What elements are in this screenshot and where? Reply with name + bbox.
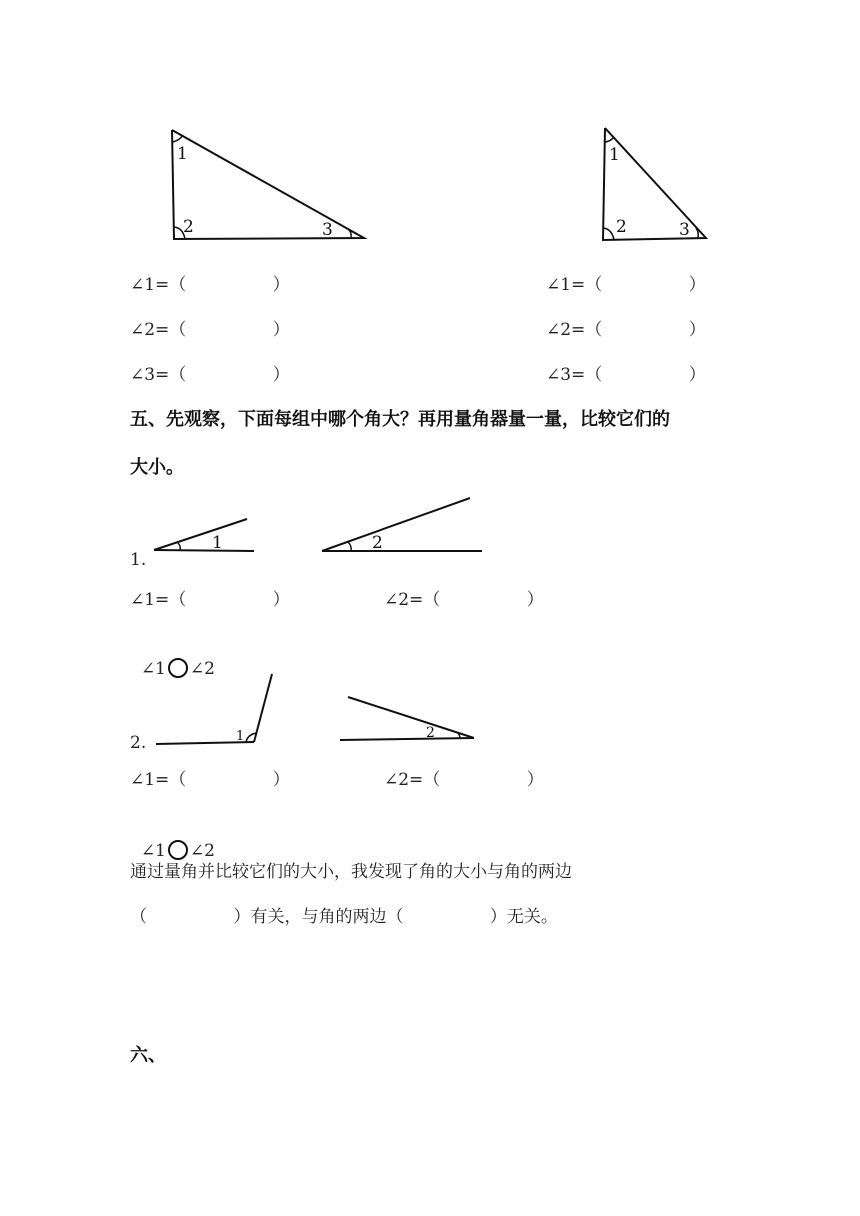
triangle-right-label-2: 2 <box>616 217 627 237</box>
group1-angle2-figure <box>318 494 488 556</box>
section5-heading-line2: 大小。 <box>130 457 184 478</box>
right-angle3-answer: ∠3=（ ） <box>546 365 706 385</box>
angle-arc-right-2 <box>603 228 614 240</box>
group1-angle1-arc <box>178 543 180 550</box>
triangle-left-label-1: 1 <box>177 144 188 164</box>
conclusion-line1: 通过量角并比较它们的大小，我发现了角的大小与角的两边 <box>130 862 572 882</box>
group2-compare-right: ∠2 <box>189 841 215 861</box>
right-angle1-answer: ∠1=（ ） <box>546 275 706 295</box>
group1-compare-left: ∠1 <box>140 659 166 679</box>
section5-heading-line1: 五、先观察，下面每组中哪个角大？再用量角器量一量，比较它们的 <box>130 409 670 430</box>
triangle-left-label-3: 3 <box>322 220 333 240</box>
compare-circle-blank[interactable] <box>168 840 188 860</box>
group1-angle1-figure <box>150 512 260 557</box>
angle-arc-left-1 <box>173 135 183 142</box>
group1-angle2-label: 2 <box>372 533 383 553</box>
group1-angle2-arc <box>348 542 351 551</box>
section6-heading: 六、 <box>130 1045 166 1066</box>
triangle-left-outline <box>172 130 364 239</box>
group2-angle1-label: 1 <box>236 729 245 744</box>
triangle-right-label-1: 1 <box>609 145 620 165</box>
conclusion-line2: （ ）有关，与角的两边（ ）无关。 <box>130 907 558 927</box>
left-angle1-answer: ∠1=（ ） <box>130 275 290 295</box>
group2-angle2-figure <box>336 692 481 744</box>
group2-number: 2. <box>130 733 147 753</box>
group1-number: 1. <box>130 550 147 570</box>
group1-compare-right: ∠2 <box>189 659 215 679</box>
group2-answer2: ∠2=（ ） <box>384 770 544 790</box>
group2-angle2-label: 2 <box>426 725 435 741</box>
group2-compare <box>130 820 215 861</box>
left-angle2-answer: ∠2=（ ） <box>130 320 290 340</box>
group2-answer1: ∠1=（ ） <box>130 770 290 790</box>
group2-angle1-figure <box>150 670 280 748</box>
triangle-right <box>595 120 715 250</box>
group2-compare-left: ∠1 <box>140 841 166 861</box>
group1-angle1-label: 1 <box>212 533 223 553</box>
triangle-left-label-2: 2 <box>183 217 194 237</box>
group1-answer2: ∠2=（ ） <box>384 590 544 610</box>
left-angle3-answer: ∠3=（ ） <box>130 365 290 385</box>
triangle-left <box>150 120 380 250</box>
group1-answer1: ∠1=（ ） <box>130 590 290 610</box>
bleed-through-text <box>200 96 205 114</box>
triangle-right-label-3: 3 <box>679 220 690 240</box>
right-angle2-answer: ∠2=（ ） <box>546 320 706 340</box>
